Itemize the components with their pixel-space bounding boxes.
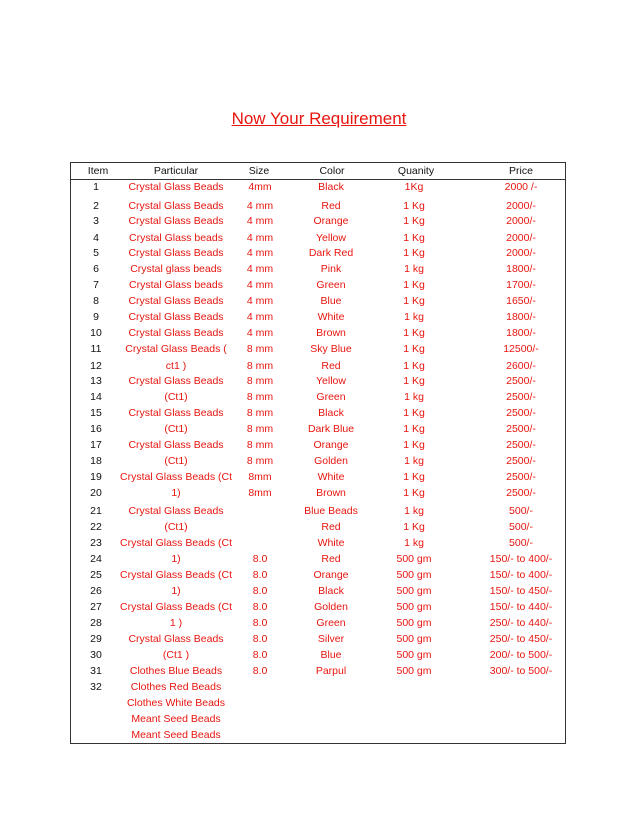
item-number-cell: 29: [90, 633, 102, 645]
item-number-cell: 17: [90, 439, 102, 451]
price-cell: 1800/-: [506, 311, 536, 323]
size-cell: 8 mm: [246, 423, 274, 435]
particular-cell: ct1 ): [165, 360, 187, 372]
quantity-cell: 1 Kg: [403, 232, 425, 244]
color-cell: Brown: [316, 327, 346, 339]
color-cell: White: [317, 537, 345, 549]
particular-cell: Meant Seed Beads: [131, 713, 221, 725]
size-cell: 4 mm: [246, 232, 274, 244]
particular-cell: Crystal Glass Beads: [128, 505, 224, 517]
quantity-cell: 1 Kg: [403, 360, 425, 372]
size-cell: 8 mm: [246, 455, 274, 467]
size-cell: 8 mm: [246, 343, 274, 355]
particular-cell: Crystal Glass Beads (: [125, 343, 227, 355]
color-cell: White: [317, 311, 345, 323]
item-number-cell: 10: [90, 327, 102, 339]
table-header-row: [71, 163, 565, 180]
quantity-cell: 1 Kg: [403, 471, 425, 483]
size-cell: 4 mm: [246, 295, 274, 307]
particular-cell: Crystal glass beads: [130, 263, 222, 275]
item-number-cell: 7: [93, 279, 99, 291]
price-cell: 300/- to 500/-: [489, 665, 553, 677]
item-number-cell: 6: [93, 263, 99, 275]
particular-cell: Crystal Glass Beads: [128, 200, 224, 212]
price-cell: 1800/-: [506, 327, 536, 339]
color-cell: Golden: [314, 601, 348, 613]
particular-cell: (Ct1): [164, 521, 188, 533]
quantity-cell: 500 gm: [396, 617, 432, 629]
quantity-cell: 500 gm: [396, 553, 432, 565]
quantity-cell: 500 gm: [396, 569, 432, 581]
size-cell: 4 mm: [246, 279, 274, 291]
particular-cell: Crystal Glass Beads: [128, 327, 224, 339]
quantity-cell: 1 Kg: [403, 375, 425, 387]
quantity-cell: 1 Kg: [403, 247, 425, 259]
color-cell: Black: [318, 585, 344, 597]
color-cell: Red: [321, 360, 341, 372]
particular-cell: (Ct1 ): [162, 649, 190, 661]
particular-cell: 1): [171, 553, 181, 565]
particular-cell: (Ct1): [164, 423, 188, 435]
particular-cell: 1 ): [169, 617, 183, 629]
quantity-cell: 500 gm: [396, 665, 432, 677]
quantity-cell: 1 kg: [404, 311, 424, 323]
quantity-cell: 1 Kg: [403, 343, 425, 355]
particular-cell: Crystal Glass Beads (Ct: [119, 471, 233, 483]
item-number-cell: 31: [90, 665, 102, 677]
header-item: Item: [87, 165, 109, 177]
particular-cell: Clothes White Beads: [126, 697, 226, 709]
item-number-cell: 15: [90, 407, 102, 419]
item-number-cell: 26: [90, 585, 102, 597]
size-cell: 4 mm: [246, 215, 274, 227]
size-cell: 8.0: [252, 665, 268, 677]
price-cell: 1650/-: [506, 295, 536, 307]
quantity-cell: 500 gm: [396, 585, 432, 597]
price-cell: 250/- to 450/-: [489, 633, 553, 645]
price-cell: 2000/-: [506, 200, 536, 212]
price-cell: 2000/-: [506, 232, 536, 244]
size-cell: 8 mm: [246, 375, 274, 387]
item-number-cell: 30: [90, 649, 102, 661]
price-cell: 150/- to 400/-: [489, 569, 553, 581]
size-cell: 8.0: [252, 585, 268, 597]
item-number-cell: 24: [90, 553, 102, 565]
size-cell: 8mm: [248, 471, 272, 483]
item-number-cell: 18: [90, 455, 102, 467]
color-cell: Sky Blue: [310, 343, 352, 355]
price-cell: 1700/-: [506, 279, 536, 291]
price-cell: 2500/-: [506, 407, 536, 419]
price-cell: 2000 /-: [504, 181, 538, 193]
size-cell: 8 mm: [246, 360, 274, 372]
size-cell: 8.0: [252, 553, 268, 565]
price-cell: 150/- to 400/-: [489, 553, 553, 565]
particular-cell: Meant Seed Beads: [131, 729, 221, 741]
particular-cell: Crystal Glass Beads: [128, 181, 224, 193]
particular-cell: Crystal Glass Beads: [128, 295, 224, 307]
color-cell: Orange: [313, 569, 349, 581]
header-size: Size: [248, 165, 270, 177]
quantity-cell: 1 Kg: [403, 439, 425, 451]
particular-cell: Crystal Glass Beads: [128, 215, 224, 227]
quantity-cell: 1 Kg: [403, 215, 425, 227]
particular-cell: (Ct1): [164, 455, 188, 467]
item-number-cell: 1: [93, 181, 99, 193]
item-number-cell: 16: [90, 423, 102, 435]
price-cell: 150/- to 440/-: [489, 601, 553, 613]
price-cell: 2500/-: [506, 471, 536, 483]
price-cell: 1800/-: [506, 263, 536, 275]
color-cell: Parpul: [315, 665, 347, 677]
header-particular: Particular: [153, 165, 199, 177]
price-cell: 2000/-: [506, 215, 536, 227]
item-number-cell: 21: [90, 505, 102, 517]
size-cell: 4mm: [248, 181, 272, 193]
size-cell: 8 mm: [246, 439, 274, 451]
color-cell: Dark Blue: [307, 423, 355, 435]
price-cell: 12500/-: [503, 343, 539, 355]
item-number-cell: 2: [93, 200, 99, 212]
particular-cell: Crystal Glass beads: [129, 279, 223, 291]
price-cell: 2500/-: [506, 455, 536, 467]
color-cell: Green: [316, 391, 346, 403]
color-cell: Red: [321, 553, 341, 565]
particular-cell: 1): [171, 585, 181, 597]
item-number-cell: 14: [90, 391, 102, 403]
particular-cell: Crystal Glass Beads (Ct: [119, 537, 233, 549]
quantity-cell: 500 gm: [396, 649, 432, 661]
item-number-cell: 13: [90, 375, 102, 387]
quantity-cell: 1Kg: [404, 181, 424, 193]
quantity-cell: 1 kg: [404, 505, 424, 517]
particular-cell: Crystal Glass Beads: [128, 375, 224, 387]
quantity-cell: 1 kg: [404, 263, 424, 275]
particular-cell: Clothes Red Beads: [130, 681, 222, 693]
quantity-cell: 1 Kg: [403, 200, 425, 212]
particular-cell: Crystal Glass Beads (Ct: [119, 601, 233, 613]
size-cell: 8.0: [252, 569, 268, 581]
color-cell: Orange: [313, 439, 349, 451]
color-cell: Green: [316, 279, 346, 291]
item-number-cell: 11: [90, 343, 102, 355]
price-cell: 2500/-: [506, 423, 536, 435]
particular-cell: Clothes Blue Beads: [129, 665, 223, 677]
particular-cell: (Ct1): [164, 391, 188, 403]
size-cell: 4 mm: [246, 200, 274, 212]
item-number-cell: 27: [90, 601, 102, 613]
size-cell: 4 mm: [246, 327, 274, 339]
color-cell: Brown: [316, 487, 346, 499]
size-cell: 4 mm: [246, 247, 274, 259]
color-cell: Golden: [314, 455, 348, 467]
price-cell: 2500/-: [506, 439, 536, 451]
quantity-cell: 1 Kg: [403, 279, 425, 291]
particular-cell: Crystal Glass Beads: [128, 633, 224, 645]
color-cell: Orange: [313, 215, 349, 227]
color-cell: Black: [318, 407, 344, 419]
quantity-cell: 1 Kg: [403, 521, 425, 533]
price-cell: 2600/-: [506, 360, 536, 372]
item-number-cell: 20: [90, 487, 102, 499]
particular-cell: Crystal Glass Beads: [128, 247, 224, 259]
item-number-cell: 32: [90, 681, 102, 693]
price-cell: 200/- to 500/-: [489, 649, 553, 661]
quantity-cell: 500 gm: [396, 601, 432, 613]
item-number-cell: 4: [93, 232, 99, 244]
header-color: Color: [319, 165, 345, 177]
price-cell: 2500/-: [506, 487, 536, 499]
size-cell: 8mm: [248, 487, 272, 499]
quantity-cell: 1 Kg: [403, 407, 425, 419]
color-cell: Blue: [320, 295, 342, 307]
header-price: Price: [509, 165, 533, 177]
particular-cell: Crystal Glass Beads: [128, 311, 224, 323]
size-cell: 8.0: [252, 649, 268, 661]
size-cell: 8.0: [252, 601, 268, 613]
color-cell: Blue: [320, 649, 342, 661]
size-cell: 8.0: [252, 617, 268, 629]
item-number-cell: 25: [90, 569, 102, 581]
size-cell: 8.0: [252, 633, 268, 645]
particular-cell: Crystal Glass Beads: [128, 407, 224, 419]
color-cell: Red: [321, 200, 341, 212]
price-cell: 2500/-: [506, 375, 536, 387]
quantity-cell: 1 kg: [404, 391, 424, 403]
particular-cell: 1): [171, 487, 181, 499]
size-cell: 8 mm: [246, 391, 274, 403]
price-cell: 500/-: [509, 521, 533, 533]
quantity-cell: 1 kg: [404, 537, 424, 549]
particular-cell: Crystal Glass beads: [129, 232, 223, 244]
color-cell: Dark Red: [308, 247, 354, 259]
price-cell: 250/- to 440/-: [489, 617, 553, 629]
item-number-cell: 9: [93, 311, 99, 323]
quantity-cell: 1 Kg: [403, 295, 425, 307]
size-cell: 4 mm: [246, 311, 274, 323]
requirement-table: [70, 162, 566, 744]
price-cell: 2000/-: [506, 247, 536, 259]
item-number-cell: 12: [90, 360, 102, 372]
item-number-cell: 22: [90, 521, 102, 533]
color-cell: White: [317, 471, 345, 483]
price-cell: 500/-: [509, 505, 533, 517]
item-number-cell: 19: [90, 471, 102, 483]
color-cell: Red: [321, 521, 341, 533]
color-cell: Yellow: [316, 232, 346, 244]
item-number-cell: 5: [93, 247, 99, 259]
particular-cell: Crystal Glass Beads: [128, 439, 224, 451]
item-number-cell: 3: [93, 215, 99, 227]
quantity-cell: 500 gm: [396, 633, 432, 645]
quantity-cell: 1 Kg: [403, 487, 425, 499]
color-cell: Green: [316, 617, 346, 629]
color-cell: Yellow: [316, 375, 346, 387]
color-cell: Pink: [320, 263, 342, 275]
size-cell: 4 mm: [246, 263, 274, 275]
size-cell: 8 mm: [246, 407, 274, 419]
price-cell: 2500/-: [506, 391, 536, 403]
page-title: Now Your Requirement: [231, 109, 407, 128]
header-quantity: Quanity: [397, 165, 435, 177]
quantity-cell: 1 Kg: [403, 327, 425, 339]
particular-cell: Crystal Glass Beads (Ct: [119, 569, 233, 581]
color-cell: Silver: [317, 633, 345, 645]
quantity-cell: 1 Kg: [403, 423, 425, 435]
color-cell: Black: [318, 181, 344, 193]
quantity-cell: 1 kg: [404, 455, 424, 467]
price-cell: 500/-: [509, 537, 533, 549]
item-number-cell: 23: [90, 537, 102, 549]
price-cell: 150/- to 450/-: [489, 585, 553, 597]
item-number-cell: 28: [90, 617, 102, 629]
color-cell: Blue Beads: [304, 505, 358, 517]
item-number-cell: 8: [93, 295, 99, 307]
